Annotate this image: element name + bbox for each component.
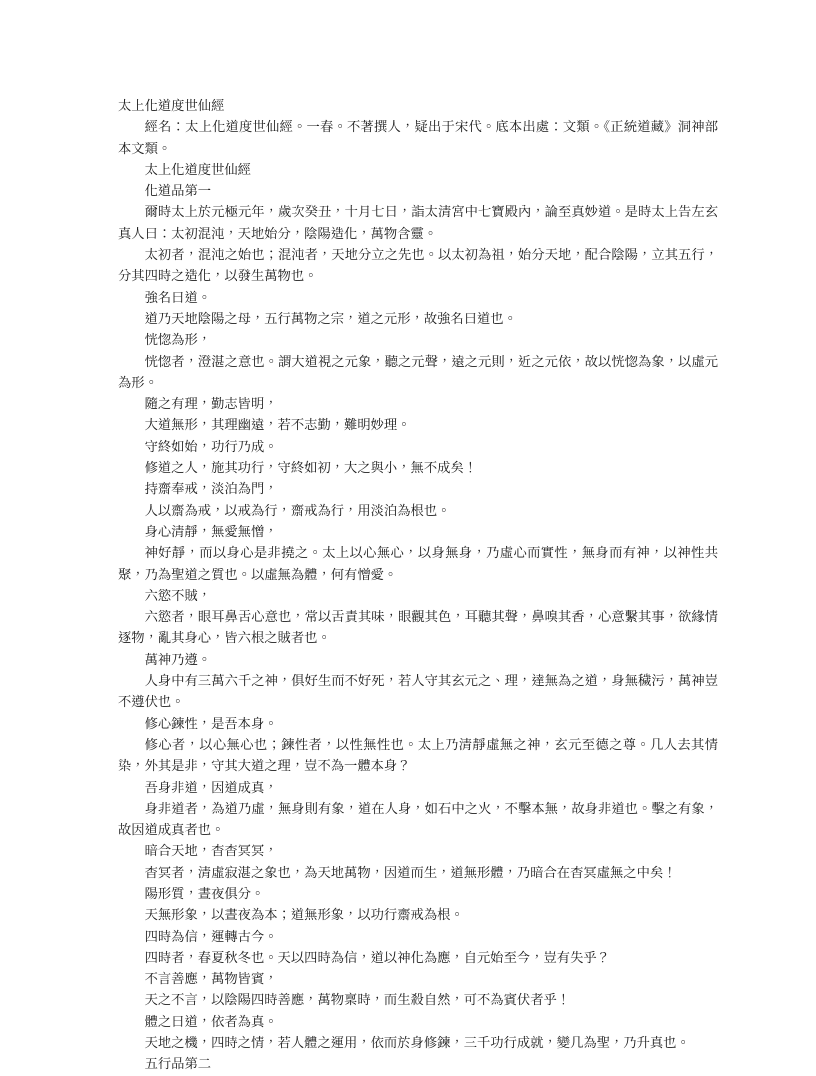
verse-yangxing: 陽形質，晝夜俱分。 [144,886,265,902]
doc-title-line: 太上化道度世仙經 [118,99,225,114]
opening-narrative: 爾時太上於元極元年，歲次癸丑，十月七日，詣太清宮中七寶殿內，論至真妙道。是時太上告左玄真人曰：太初混沌，天地始分，陰陽造化，萬物含靈。 [118,205,718,242]
document-text-body [118,96,718,1076]
verse-anhe: 暗合天地，杳杳冥冥， [144,844,278,860]
commentary-shouzhong: 修道之人，施其功行，守終如初，大之與小，無不成矣！ [144,461,478,477]
chapter-two-heading: 五行品第二 [144,1057,212,1073]
verse-shouzhong: 守終如始，功行乃成。 [144,439,278,455]
commentary-wanshen: 人身中有三萬六千之神，俱好生而不好死，若人守其玄元之、理，達無為之道，身無穢污，萬神豈不遵伏也。 [118,674,718,711]
inner-title: 太上化道度世仙經 [144,162,251,178]
commentary-liuyu: 六慾者，眼耳鼻舌心意也，常以舌責其味，眼觀其色，耳聽其聲，鼻嗅其香，心意繫其事，欲緣情逐物，亂其身心，皆六根之賊者也。 [118,610,718,647]
commentary-tizhi: 天地之機，四時之情，若人體之運用，依而於身修鍊，三千功行成就，變几為聖，乃升真也。 [144,1036,690,1052]
commentary-xiuxin: 修心者，以心無心也；鍊性者，以性無性也。太上乃清靜虛無之神，玄元至德之尊。几人去其情染，外其是非，守其大道之理，豈不為一體本身？ [118,737,718,775]
commentary-buyan: 天之不言，以陰陽四時善應，萬物稟時，而生殺自然，可不為賓伏者乎！ [144,993,571,1009]
commentary-qiangming: 道乃天地陰陽之母，五行萬物之宗，道之元形，故強名曰道也。 [144,311,517,327]
verse-wanshen: 萬神乃遵。 [144,652,212,668]
verse-buyan: 不言善應，萬物皆賓， [144,972,278,988]
commentary-suizhi: 大道無形，其理幽遠，若不志勤，難明妙理。 [144,418,411,434]
commentary-chizhai: 人以齋為戒，以戒為行，齋戒為行，用淡泊為根也。 [144,503,451,519]
verse-shenxin: 身心清靜，無愛無憎， [144,524,278,540]
verse-sishi: 四時為信，運轉古今。 [144,929,278,945]
commentary-huanghu: 恍惚者，澄湛之意也。謂大道視之元象，聽之元聲，遠之元則，近之元依，故以恍惚為象，以虛元為形。 [118,354,718,391]
verse-qiangming: 強名曰道。 [144,290,212,306]
verse-xiuxin: 修心鍊性，是吾本身。 [144,716,278,732]
commentary-wushen: 身非道者，為道乃虛，無身則有象，道在人身，如石中之火，不擊本無，故身非道也。擊之有象，故因道成真者也。 [118,801,718,839]
verse-tizhi: 體之曰道，依者為真。 [144,1014,278,1030]
verse-huanghu: 恍惚為形， [144,333,212,349]
verse-suizhi: 隨之有理，勤志皆明， [144,397,278,413]
commentary-yangxing: 天無形象，以晝夜為本；道無形象，以功行齋戒為根。 [144,908,464,924]
commentary-anhe: 杳冥者，清虛寂湛之象也，為天地萬物，因道而生，道無形體，乃暗合在杳冥虛無之中矣！ [144,865,677,881]
verse-wushen: 吾身非道，因道成真， [144,780,278,796]
verse-chizhai: 持齋奉戒，淡泊為門， [144,482,278,498]
taichu-commentary: 太初者，混沌之始也；混沌者，天地分立之先也。以太初為祖，始分天地，配合陰陽，立其五行，分其四時之造化，以發生萬物也。 [118,248,718,285]
bibliographic-note: 經名：太上化道度世仙經。一春。不著撰人，疑出于宋代。底本出處：文類。《正統道藏》洞神部本文類。 [118,120,718,157]
chapter-one-heading: 化道品第一 [144,184,212,200]
verse-liuyu: 六慾不賊， [144,588,212,604]
commentary-shenxin: 神好靜，而以身心是非撓之。太上以心無心，以身無身，乃虛心而實性，無身而有神，以神性共聚，乃為聖道之質也。以虛無為體，何有憎愛。 [118,546,718,583]
commentary-sishi: 四時者，春夏秋冬也。天以四時為信，道以神化為應，自元始至今，豈有失乎？ [144,950,610,966]
